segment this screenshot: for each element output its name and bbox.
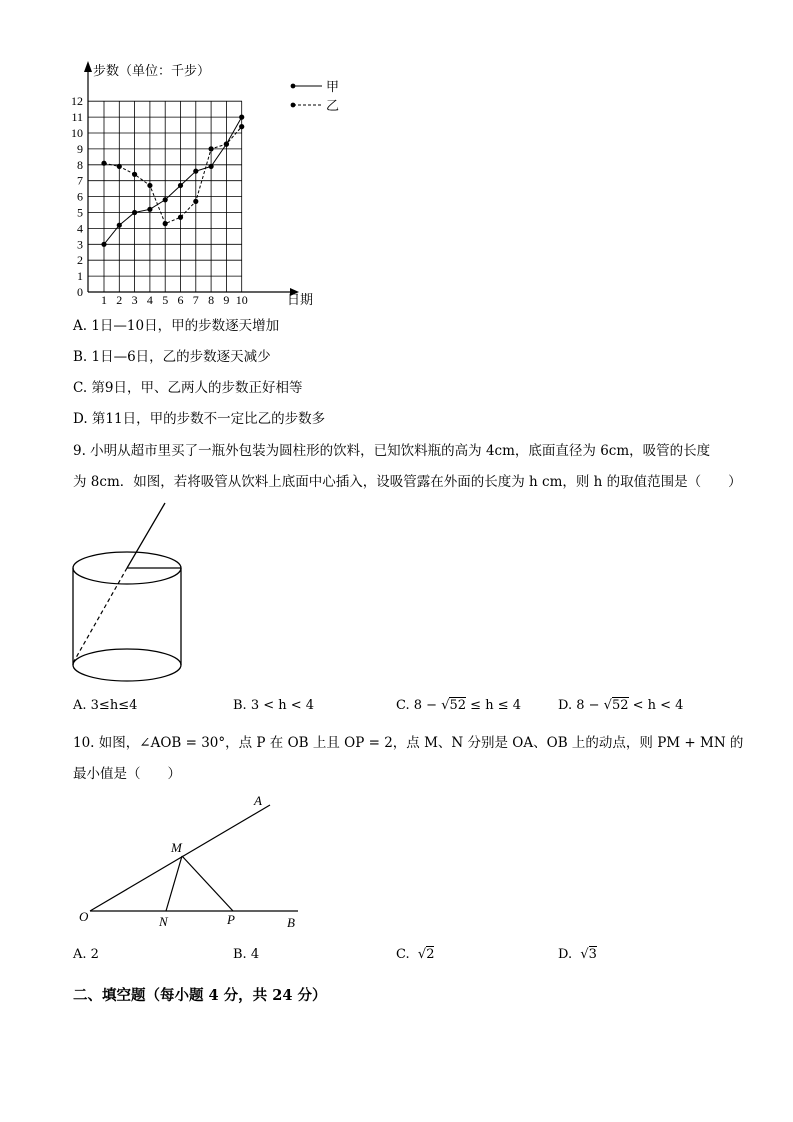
x-tick-label: 6	[177, 293, 184, 307]
label-p: P	[227, 912, 235, 927]
series-yi-point	[132, 172, 137, 177]
q8-option-c: C. 第9日，甲、乙两人的步数正好相等	[73, 380, 303, 396]
x-tick-label: 8	[208, 293, 215, 307]
q9-stem-line1: 9. 小明从超市里买了一瓶外包装为圆柱形的饮料，已知饮料瓶的高为 4cm，底面直径为 6cm，吸管的长度	[73, 443, 711, 459]
label-o: O	[79, 909, 89, 924]
series-jia-point	[163, 197, 168, 202]
chart-legend	[291, 79, 339, 113]
q9-option-c-radicand: 52	[449, 698, 467, 713]
y-tick-label: 4	[77, 221, 83, 236]
q10-stem-line2: 最小值是（ ）	[73, 766, 181, 782]
y-tick-label: 6	[77, 189, 83, 204]
q9-option-d	[558, 698, 683, 713]
y-tick-label: 7	[77, 173, 83, 188]
q10-option-c-radicand: 2	[426, 947, 435, 962]
q10-option-c-prefix: C.	[396, 947, 410, 962]
q8-option-b: B. 1日—6日，乙的步数逐天减少	[73, 349, 271, 365]
series-yi-point	[117, 164, 122, 169]
series-jia-point	[147, 207, 152, 212]
q10-option-d-radicand: 3	[588, 947, 597, 962]
label-n: N	[159, 914, 168, 929]
x-tick-label: 5	[162, 293, 169, 307]
series-yi-line	[104, 127, 242, 224]
x-tick-label: 2	[116, 293, 123, 307]
y-axis-arrow	[84, 61, 92, 72]
angle-aob-figure	[70, 790, 310, 935]
series-yi-point	[147, 183, 152, 188]
q9-option-a: A. 3≤h≤4	[73, 698, 138, 713]
y-tick-label: 12	[71, 94, 83, 109]
label-a: A	[254, 793, 262, 808]
x-tick-label: 9	[223, 293, 230, 307]
y-tick-label: 1	[77, 269, 83, 284]
q10-option-d-prefix: D.	[558, 947, 573, 962]
y-tick-label: 0	[77, 285, 83, 299]
x-tick-label: 10	[235, 293, 248, 307]
series-jia-point	[193, 169, 198, 174]
legend-dot-yi	[291, 103, 296, 108]
q8-option-d: D. 第11日，甲的步数不一定比乙的步数多	[73, 411, 326, 427]
chart-grid	[88, 101, 242, 292]
series-yi-point	[239, 124, 244, 129]
y-tick-label: 3	[77, 237, 83, 252]
y-tick-label: 2	[77, 253, 83, 268]
sqrt-sign: √	[417, 947, 427, 962]
legend-label-jia: 甲	[326, 79, 340, 94]
x-tick-label: 3	[131, 293, 138, 307]
q9-option-b: B. 3 < h < 4	[233, 698, 315, 713]
sqrt-sign: √	[603, 698, 612, 713]
q9-option-c-prefix: C. 8 −	[396, 698, 442, 713]
series-jia-point	[209, 164, 214, 169]
series-jia-point	[239, 115, 244, 120]
chart-y-axis-title: 步数（单位：千步）	[93, 63, 211, 78]
legend-label-yi: 乙	[326, 98, 340, 113]
q9-option-d-radicand: 52	[611, 698, 629, 713]
series-yi-point	[178, 215, 183, 220]
series-jia-point	[178, 183, 183, 188]
series-yi-point	[209, 146, 214, 151]
y-tick-label: 8	[77, 157, 83, 172]
chart-tick-labels	[71, 94, 248, 307]
q10-option-a: A. 2	[73, 947, 99, 962]
legend-dot-jia	[291, 84, 296, 89]
section-2-heading: 二、填空题（每小题 4 分，共 24 分）	[73, 987, 327, 1004]
q9-option-c	[396, 698, 521, 713]
series-jia-point	[101, 242, 106, 247]
segment-mp	[182, 856, 233, 911]
label-b: B	[287, 915, 295, 930]
q9-option-d-prefix: D. 8 −	[558, 698, 604, 713]
chart-axes	[84, 61, 299, 296]
step-count-chart	[0, 0, 360, 315]
ray-oa	[90, 805, 270, 911]
x-tick-label: 1	[101, 293, 107, 307]
sqrt-sign: √	[580, 947, 589, 962]
x-tick-label: 4	[146, 293, 153, 307]
y-tick-label: 5	[77, 205, 83, 220]
series-yi-point	[193, 199, 198, 204]
series-jia-point	[117, 223, 122, 228]
q8-option-a: A. 1日—10日，甲的步数逐天增加	[73, 318, 280, 334]
y-tick-label: 10	[71, 126, 83, 140]
series-jia-point	[132, 210, 137, 215]
label-m: M	[171, 840, 182, 855]
q9-stem-line2: 为 8cm．如图，若将吸管从饮料上底面中心插入，设吸管露在外面的长度为 h cm，则 h 的取值范围是（ ）	[73, 474, 742, 490]
sqrt-sign: √	[441, 698, 450, 713]
series-yi-point	[224, 142, 229, 147]
straw-outside	[127, 503, 165, 568]
q9-option-d-suffix: < h < 4	[628, 698, 684, 713]
y-tick-label: 11	[71, 110, 83, 125]
q10-option-b: B. 4	[233, 947, 260, 962]
q10-option-d	[558, 947, 597, 962]
cylinder-bottom	[73, 649, 181, 681]
cylinder-straw-figure	[60, 495, 200, 690]
q9-option-c-suffix: ≤ h ≤ 4	[466, 698, 521, 713]
x-tick-label: 7	[192, 293, 199, 307]
q10-option-c	[396, 947, 434, 962]
y-tick-label: 9	[77, 141, 83, 156]
chart-x-axis-title: 日期	[287, 292, 314, 307]
series-yi-point	[101, 161, 106, 166]
q10-stem-line1: 10. 如图，∠AOB = 30°，点 P 在 OB 上且 OP = 2，点 M、N 分别是 OA、OB 上的动点，则 PM + MN 的	[73, 735, 744, 751]
series-yi-point	[163, 221, 168, 226]
